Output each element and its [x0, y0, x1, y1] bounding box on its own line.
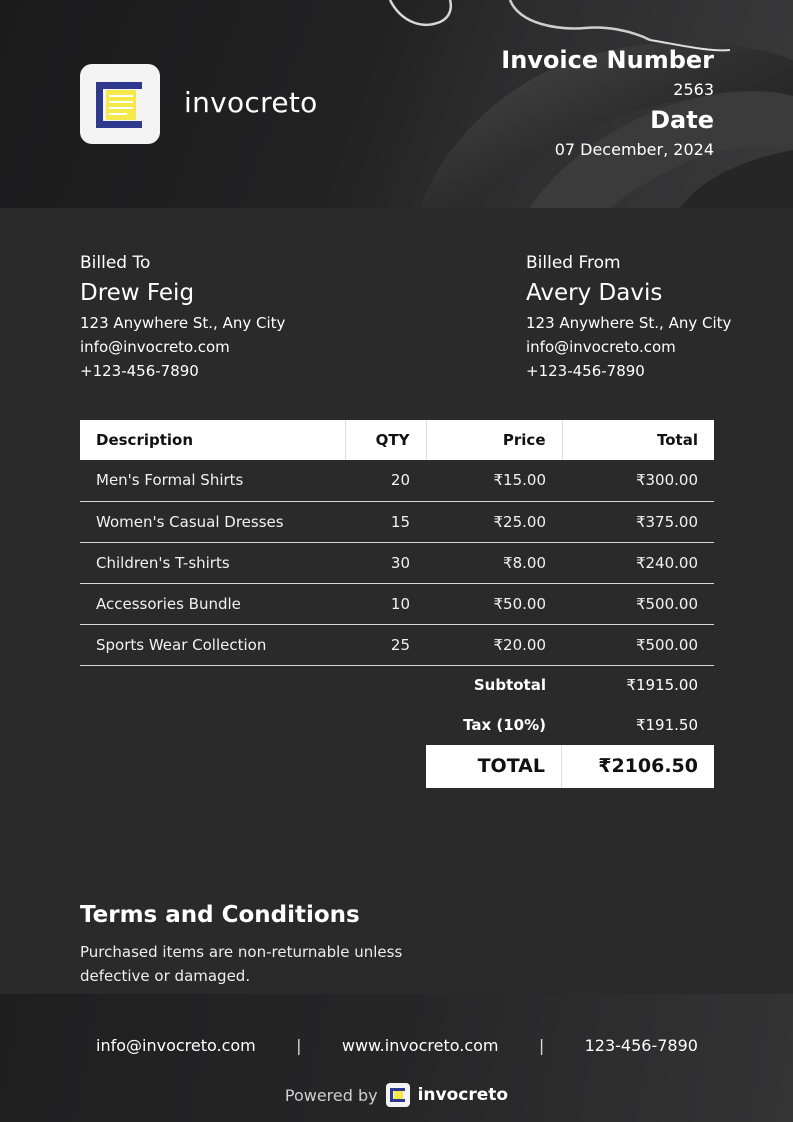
header-qty: QTY	[345, 420, 426, 460]
row-price: ₹25.00	[426, 501, 562, 542]
footer-email-link[interactable]: info@invocreto.com	[96, 1036, 256, 1055]
header-total: Total	[562, 420, 714, 460]
billed-to-address: 123 Anywhere St., Any City	[80, 314, 286, 332]
total-value: ₹2106.50	[598, 755, 698, 777]
subtotal-row	[426, 665, 714, 705]
footer-website-link[interactable]: www.invocreto.com	[341, 1036, 499, 1055]
row-price: ₹20.00	[426, 624, 562, 665]
row-qty: 25	[345, 624, 426, 665]
billed-to-email: info@invocreto.com	[80, 338, 230, 356]
row-description: Men's Formal Shirts	[80, 460, 345, 501]
row-qty: 20	[345, 460, 426, 501]
row-total: ₹375.00	[562, 501, 714, 542]
row-price: ₹15.00	[426, 460, 562, 501]
tax-label: Tax (10%)	[463, 716, 546, 734]
date-label: Date	[650, 106, 714, 134]
row-description: Sports Wear Collection	[80, 624, 345, 665]
subtotal-value: ₹1915.00	[626, 676, 698, 694]
header-description: Description	[80, 420, 345, 460]
billed-from-email: info@invocreto.com	[526, 338, 676, 356]
row-description: Accessories Bundle	[80, 583, 345, 624]
table-header-row	[80, 420, 714, 460]
billed-to-phone: +123-456-7890	[80, 362, 199, 380]
billed-from-name: Avery Davis	[526, 280, 663, 306]
powered-by	[0, 1083, 793, 1107]
brand-logo	[80, 64, 160, 144]
invocreto-logo-icon	[386, 1083, 410, 1107]
tax-value: ₹191.50	[635, 716, 698, 734]
powered-by-label: Powered by	[284, 1085, 378, 1105]
footer-separator: |	[296, 1036, 302, 1055]
billed-from-phone: +123-456-7890	[526, 362, 645, 380]
footer	[0, 994, 793, 1122]
row-price: ₹50.00	[426, 583, 562, 624]
invoice-number-label: Invoice Number	[501, 46, 714, 74]
header-price: Price	[426, 420, 562, 460]
row-qty: 10	[345, 583, 426, 624]
invoice-date: 07 December, 2024	[554, 140, 714, 159]
table-row	[80, 583, 714, 624]
footer-contacts	[80, 1036, 714, 1055]
terms-text: Purchased items are non-returnable unless defective or damaged.	[80, 943, 403, 985]
row-description: Children's T-shirts	[80, 542, 345, 583]
row-description: Women's Casual Dresses	[80, 501, 345, 542]
row-total: ₹500.00	[562, 583, 714, 624]
invocreto-logo-icon	[80, 64, 160, 144]
billed-from-address: 123 Anywhere St., Any City	[526, 314, 732, 332]
billed-from-block	[526, 251, 793, 383]
row-qty: 30	[345, 542, 426, 583]
billed-from-label: Billed From	[526, 253, 621, 273]
items-table	[80, 420, 714, 666]
billed-to-name: Drew Feig	[80, 280, 195, 306]
total-label: TOTAL	[426, 745, 562, 788]
powered-by-brand: invocreto	[417, 1085, 509, 1105]
table-row	[80, 460, 714, 501]
row-total: ₹500.00	[562, 624, 714, 665]
row-qty: 15	[345, 501, 426, 542]
billed-to-block	[80, 251, 380, 383]
header-banner	[0, 0, 793, 208]
tax-row	[426, 705, 714, 745]
billed-to-label: Billed To	[80, 253, 151, 273]
invoice-number: 2563	[673, 80, 714, 99]
terms-title: Terms and Conditions	[80, 902, 360, 928]
grand-total-row	[426, 745, 714, 788]
footer-separator: |	[538, 1036, 545, 1055]
row-total: ₹300.00	[562, 460, 714, 501]
row-total: ₹240.00	[562, 542, 714, 583]
table-row	[80, 542, 714, 583]
invoice-meta	[501, 44, 714, 164]
table-row	[80, 624, 714, 665]
brand-name: invocreto	[184, 86, 318, 119]
table-row	[80, 501, 714, 542]
footer-phone: 123-456-7890	[584, 1036, 698, 1055]
row-price: ₹8.00	[426, 542, 562, 583]
subtotal-label: Subtotal	[473, 676, 546, 694]
